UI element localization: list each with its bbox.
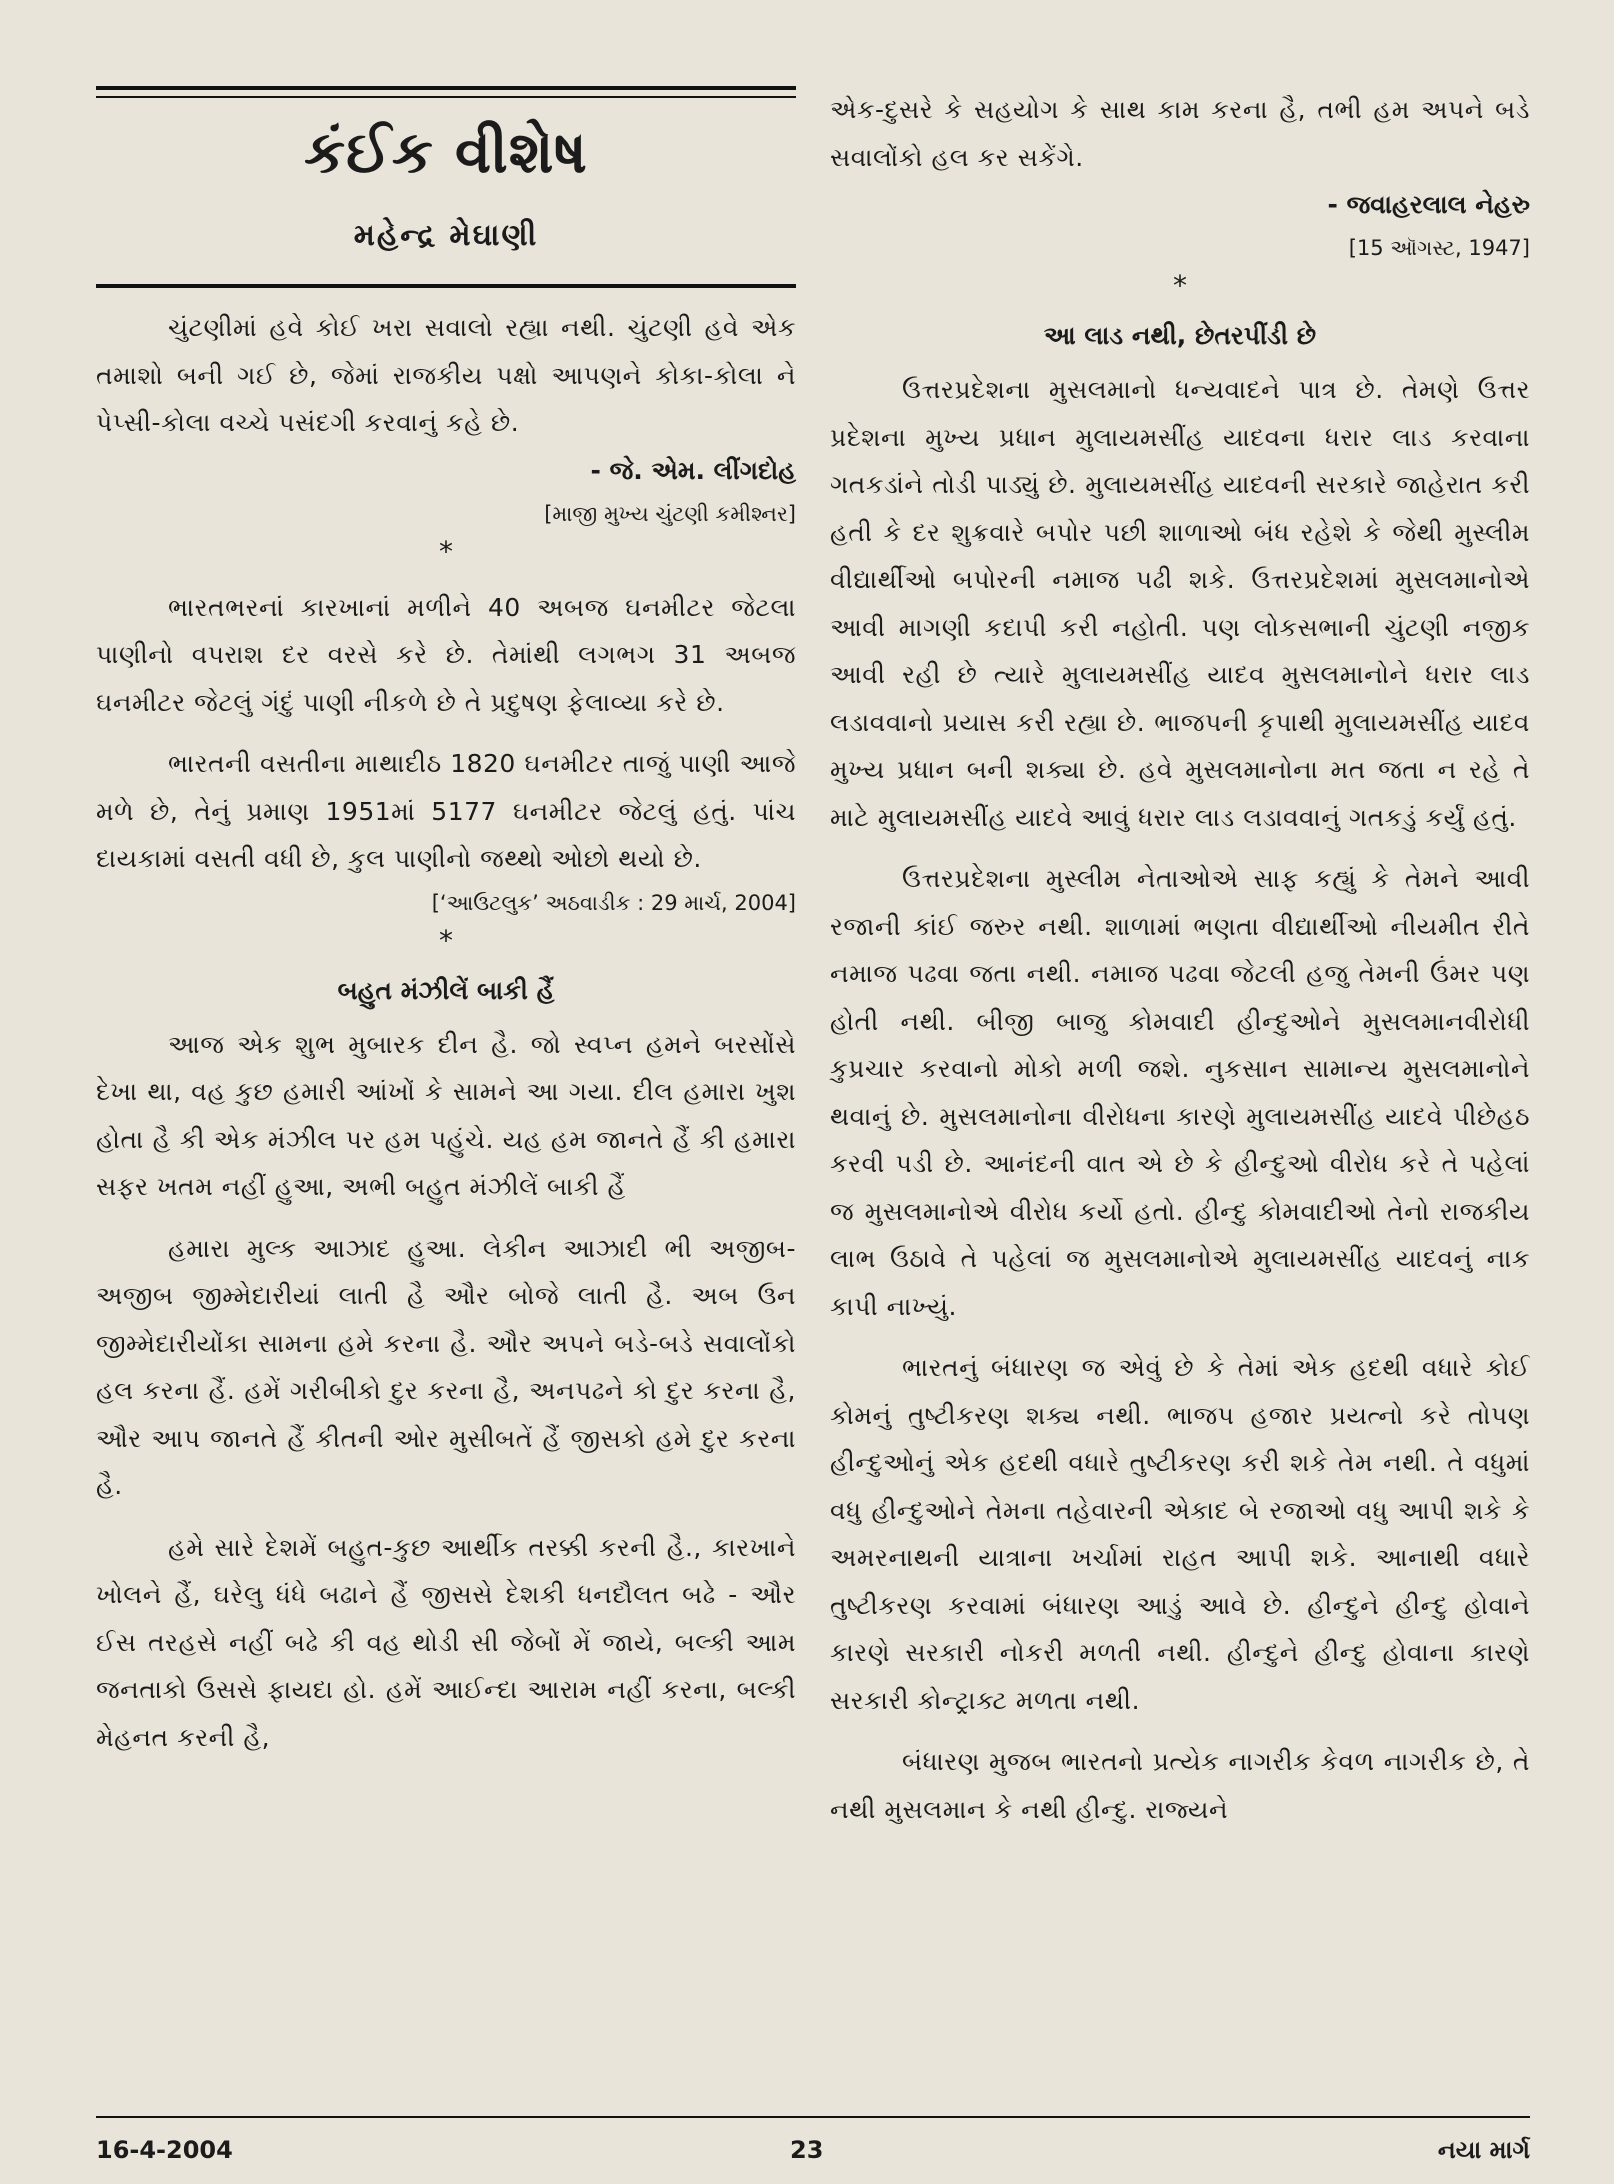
attribution-lingdoh: - જે. એમ. લીંગદોહ	[590, 455, 796, 485]
paragraph-nehru-3: હમે સારે દેશમેં બહુત-કુછ આર્થીક તરક્કી કરની હૈ., કારખાને ખોલને હૈં, ઘરેલુ ધંધે બઢાને હૈં જીસસે દેશકી ધનદૌલત બઢે - ઔર ઈસ તરહસે નહીં બઢે કી વહ થોડી સી જેબોં મેં જાયે, બલ્કી આમ જનતાકો ઉસસે ફાયદા હો. હમેં આઈન્દા આરામ નહીં કરના, બલ્કી મેહનત કરની હૈ,	[96, 1532, 796, 1752]
subheading-bahut-manzilen: બહુત મંઝીલેં બાકી હૈં	[337, 975, 555, 1005]
paragraph-nehru-1: આજ એક શુભ મુબારક દીન હૈ. જો સ્વપ્ન હમને બરસોંસે દેખા થા, વહ કુછ હમારી આંખોં કે સામને આ ગયા. દીલ હમારા ખુશ હોતા હૈ કી એક મંઝીલ પર હમ પહુંચે. યહ હમ જાનતે હૈં કી હમારા સફર ખતમ નહીં હુઆ, અભી બહુત મંઝીલેં બાકી હૈં	[96, 1029, 796, 1201]
paragraph-nehru-continued: એક-દુસરે કે સહયોગ કે સાથ કામ કરના હૈ, તભી હમ અપને બડે સવાલોંકો હલ કર સકેંગે.	[830, 95, 1530, 172]
source-outlook: [‘આઉટલુક’ અઠવાડીક : 29 માર્ચ, 2004]	[431, 890, 796, 915]
masthead-bottom-rule	[96, 284, 796, 288]
source-lingdoh: [માજી મુખ્ય ચુંટણી કમીશ્નર]	[544, 501, 796, 526]
paragraph-nehru-2: હમારા મુલ્ક આઝાદ હુઆ. લેકીન આઝાદી ભી અજીબ-અજીબ જીમ્મેદારીયાં લાતી હૈ ઔર બોજે લાતી હૈ. અબ ઉન જીમ્મેદારીયોંકા સામના હમે કરના હૈ. ઔર અપને બડે-બડે સવાલોંકો હલ કરના હૈં. હમેં ગરીબીકો દુર કરના હૈ, અનપઢને કો દુર કરના હૈ, ઔર આપ જાનતે હૈં કીતની ઓર મુસીબતેં હૈં જીસકો હમે દુર કરના હૈ.	[96, 1233, 796, 1500]
subheading-laad-nathi: આ લાડ નથી, છેતરપીંડી છે	[1043, 321, 1317, 350]
masthead-top-rule	[96, 86, 796, 90]
footer-date: 16-4-2004	[96, 2136, 233, 2164]
source-nehru-date: [15 ઑગસ્ટ, 1947]	[1348, 236, 1530, 260]
footer-page-number: 23	[790, 2136, 824, 2164]
paragraph-up-muslims: ઉત્તરપ્રદેશના મુસલમાનો ધન્યવાદને પાત્ર છે. તેમણે ઉત્તર પ્રદેશના મુખ્ય પ્રધાન મુલાયમસીંહ યાદવના ધરાર લાડ કરવાના ગતકડાંને તોડી પાડ્યું છે. મુલાયમસીંહ યાદવની સરકારે જાહેરાત કરી હતી કે દર શુક્રવારે બપોર પછી શાળાઓ બંધ રહેશે કે જેથી મુસ્લીમ વીદ્યાર્થીઓ બપોરની નમાજ પઢી શકે. ઉત્તરપ્રદેશમાં મુસલમાનોએ આવી માગણી કદાપી કરી નહોતી. પણ લોકસભાની ચુંટણી નજીક આવી રહી છે ત્યારે મુલાયમસીંહ યાદવ મુસલમાનોને ધરાર લાડ લડાવવાનો પ્રયાસ કરી રહ્યા છે. ભાજપની કૃપાથી મુલાયમસીંહ યાદવ મુખ્ય પ્રધાન બની શક્યા છે. હવે મુસલમાનોના મત જતા ન રહે તે માટે મુલાયમસીંહ યાદવે આવું ધરાર લાડ લડાવવાનું ગતકડું કર્યું હતું.	[830, 375, 1530, 832]
separator-star: *	[439, 923, 453, 957]
separator-star: *	[1173, 269, 1187, 302]
separator-star: *	[439, 534, 453, 568]
column-author: મહેન્દ્ર મેઘાણી	[353, 218, 539, 253]
attribution-nehru: - જવાહરલાલ નેહરુ	[1327, 190, 1530, 219]
right-column	[830, 86, 1530, 1833]
footer-publication: નયા માર્ગ	[1437, 2136, 1530, 2164]
masthead-top-rule-thin	[96, 96, 796, 98]
footer-rule	[96, 2116, 1530, 2118]
paragraph-citizen: બંધારણ મુજબ ભારતનો પ્રત્યેક નાગરીક કેવળ નાગરીક છે, તે નથી મુસલમાન કે નથી હીન્દુ. રાજ્યને	[830, 1747, 1530, 1824]
paragraph-water-per-capita: ભારતની વસતીના માથાદીઠ 1820 ઘનમીટર તાજું પાણી આજે મળે છે, તેનું પ્રમાણ 1951માં 5177 ઘનમીટર જેટલું હતું. પાંચ દાયકામાં વસતી વધી છે, કુલ પાણીનો જથ્થો ઓછો થયો છે.	[96, 749, 796, 873]
column-title: કંઈક વીશેષ	[304, 118, 588, 186]
left-article-flow	[96, 304, 796, 1761]
left-column	[96, 0, 796, 2100]
paragraph-constitution: ભારતનું બંધારણ જ એવું છે કે તેમાં એક હદથી વધારે કોઈ કોમનું તુષ્ટીકરણ શક્ય નથી. ભાજપ હજાર પ્રયત્નો કરે તોપણ હીન્દુઓનું એક હદથી વધારે તુષ્ટીકરણ કરી શકે તેમ નથી. તે વધુમાં વધુ હીન્દુઓને તેમના તહેવારની એકાદ બે રજાઓ વધુ આપી શકે કે અમરનાથની યાત્રાના ખર્ચામાં રાહત આપી શકે. આનાથી વધારે તુષ્ટીકરણ કરવામાં બંધારણ આડું આવે છે. હીન્દુને હીન્દુ હોવાને કારણે સરકારી નોકરી મળતી નથી. હીન્દુને હીન્દુ હોવાના કારણે સરકારી કોન્ટ્રાક્ટ મળતા નથી.	[830, 1353, 1530, 1715]
paragraph-water-usage: ભારતભરનાં કારખાનાં મળીને 40 અબજ ઘનમીટર જેટલા પાણીનો વપરાશ દર વરસે કરે છે. તેમાંથી લગભગ 31 અબજ ઘનમીટર જેટલું ગંદું પાણી નીકળે છે તે પ્રદુષણ ફેલાવ્યા કરે છે.	[96, 592, 796, 717]
paragraph-election-quote: ચુંટણીમાં હવે કોઈ ખરા સવાલો રહ્યા નથી. ચુંટણી હવે એક તમાશો બની ગઈ છે, જેમાં રાજકીય પક્ષો આપણને કોકા-કોલા ને પેપ્સી-કોલા વચ્ચે પસંદગી કરવાનું કહે છે.	[96, 313, 796, 437]
paragraph-muslim-leaders: ઉત્તરપ્રદેશના મુસ્લીમ નેતાઓએ સાફ કહ્યું કે તેમને આવી રજાની કાંઈ જરુર નથી. શાળામાં ભણતા વીદ્યાર્થીઓ નીયમીત રીતે નમાજ પઢવા જતા નથી. નમાજ પઢવા જેટલી હજુ તેમની ઉંમર પણ હોતી નથી. બીજી બાજુ કોમવાદી હીન્દુઓને મુસલમાનવીરોધી કુપ્રચાર કરવાનો મોકો મળી જશે. નુકસાન સામાન્ય મુસલમાનોને થવાનું છે. મુસલમાનોના વીરોધના કારણે મુલાયમસીંહ યાદવે પીછેહઠ કરવી પડી છે. આનંદની વાત એ છે કે હીન્દુઓ વીરોધ કરે તે પહેલાં જ મુસલમાનોએ વીરોધ કર્યો હતો. હીન્દુ કોમવાદીઓ તેનો રાજકીય લાભ ઉઠાવે તે પહેલાં જ મુસલમાનોએ મુલાયમસીંહ યાદવનું નાક કાપી નાખ્યું.	[830, 864, 1530, 1321]
